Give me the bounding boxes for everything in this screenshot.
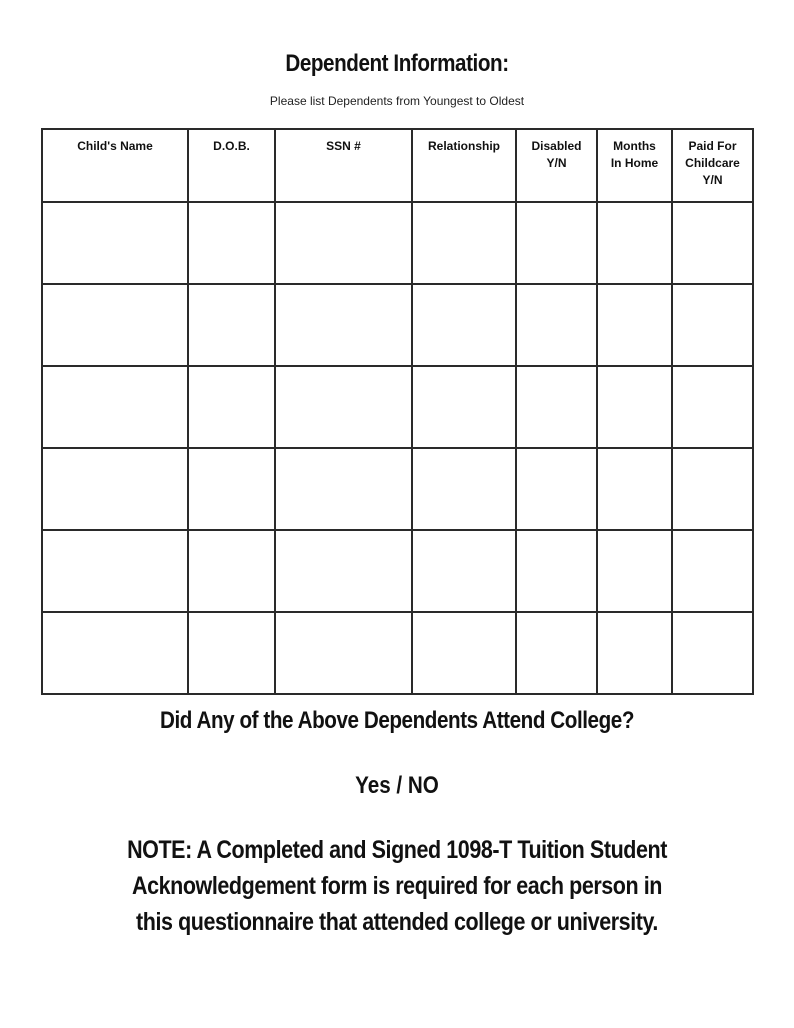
- col-header-paid-childcare: Paid For Childcare Y/N: [672, 129, 753, 202]
- cell-disabled[interactable]: [516, 612, 597, 694]
- yes-no-options[interactable]: Yes / NO: [355, 772, 439, 799]
- cell-disabled[interactable]: [516, 530, 597, 612]
- table-row: [42, 202, 753, 284]
- cell-dob[interactable]: [188, 202, 275, 284]
- table-row: [42, 366, 753, 448]
- col-header-relationship: Relationship: [412, 129, 516, 202]
- col-header-child-name: Child's Name: [42, 129, 188, 202]
- cell-ssn[interactable]: [275, 284, 412, 366]
- col-header-ssn: SSN #: [275, 129, 412, 202]
- cell-relationship[interactable]: [412, 530, 516, 612]
- cell-child-name[interactable]: [42, 612, 188, 694]
- note-line: Acknowledgement form is required for each person in: [131, 872, 663, 900]
- cell-months-in-home[interactable]: [597, 366, 672, 448]
- page-subtitle: Please list Dependents from Youngest to Oldest: [269, 94, 525, 108]
- tuition-note: [0, 832, 794, 940]
- table-row: [42, 530, 753, 612]
- cell-paid-childcare[interactable]: [672, 530, 753, 612]
- col-header-dob: D.O.B.: [188, 129, 275, 202]
- cell-paid-childcare[interactable]: [672, 448, 753, 530]
- dependents-table: [41, 128, 754, 695]
- cell-dob[interactable]: [188, 366, 275, 448]
- cell-relationship[interactable]: [412, 202, 516, 284]
- cell-ssn[interactable]: [275, 448, 412, 530]
- col-header-months-in-home: Months In Home: [597, 129, 672, 202]
- table-row: [42, 284, 753, 366]
- page-title: Dependent Information:: [285, 50, 509, 77]
- cell-months-in-home[interactable]: [597, 448, 672, 530]
- cell-paid-childcare[interactable]: [672, 202, 753, 284]
- cell-months-in-home[interactable]: [597, 284, 672, 366]
- cell-relationship[interactable]: [412, 366, 516, 448]
- cell-disabled[interactable]: [516, 366, 597, 448]
- cell-dob[interactable]: [188, 612, 275, 694]
- cell-disabled[interactable]: [516, 448, 597, 530]
- cell-ssn[interactable]: [275, 612, 412, 694]
- cell-ssn[interactable]: [275, 202, 412, 284]
- cell-child-name[interactable]: [42, 530, 188, 612]
- cell-child-name[interactable]: [42, 366, 188, 448]
- cell-paid-childcare[interactable]: [672, 612, 753, 694]
- cell-relationship[interactable]: [412, 612, 516, 694]
- note-line: NOTE: A Completed and Signed 1098-T Tuition Student: [127, 836, 667, 864]
- cell-months-in-home[interactable]: [597, 530, 672, 612]
- cell-child-name[interactable]: [42, 202, 188, 284]
- cell-months-in-home[interactable]: [597, 612, 672, 694]
- note-line: this questionnaire that attended college or university.: [136, 908, 658, 936]
- table-row: [42, 612, 753, 694]
- cell-dob[interactable]: [188, 284, 275, 366]
- dependents-table-body: [42, 202, 753, 694]
- cell-dob[interactable]: [188, 530, 275, 612]
- cell-ssn[interactable]: [275, 366, 412, 448]
- cell-ssn[interactable]: [275, 530, 412, 612]
- table-header-row: [42, 129, 753, 202]
- cell-relationship[interactable]: [412, 284, 516, 366]
- col-header-disabled: Disabled Y/N: [516, 129, 597, 202]
- cell-child-name[interactable]: [42, 448, 188, 530]
- cell-child-name[interactable]: [42, 284, 188, 366]
- cell-paid-childcare[interactable]: [672, 284, 753, 366]
- cell-months-in-home[interactable]: [597, 202, 672, 284]
- table-row: [42, 448, 753, 530]
- college-question: Did Any of the Above Dependents Attend College?: [159, 707, 635, 734]
- cell-dob[interactable]: [188, 448, 275, 530]
- cell-disabled[interactable]: [516, 202, 597, 284]
- cell-paid-childcare[interactable]: [672, 366, 753, 448]
- cell-relationship[interactable]: [412, 448, 516, 530]
- cell-disabled[interactable]: [516, 284, 597, 366]
